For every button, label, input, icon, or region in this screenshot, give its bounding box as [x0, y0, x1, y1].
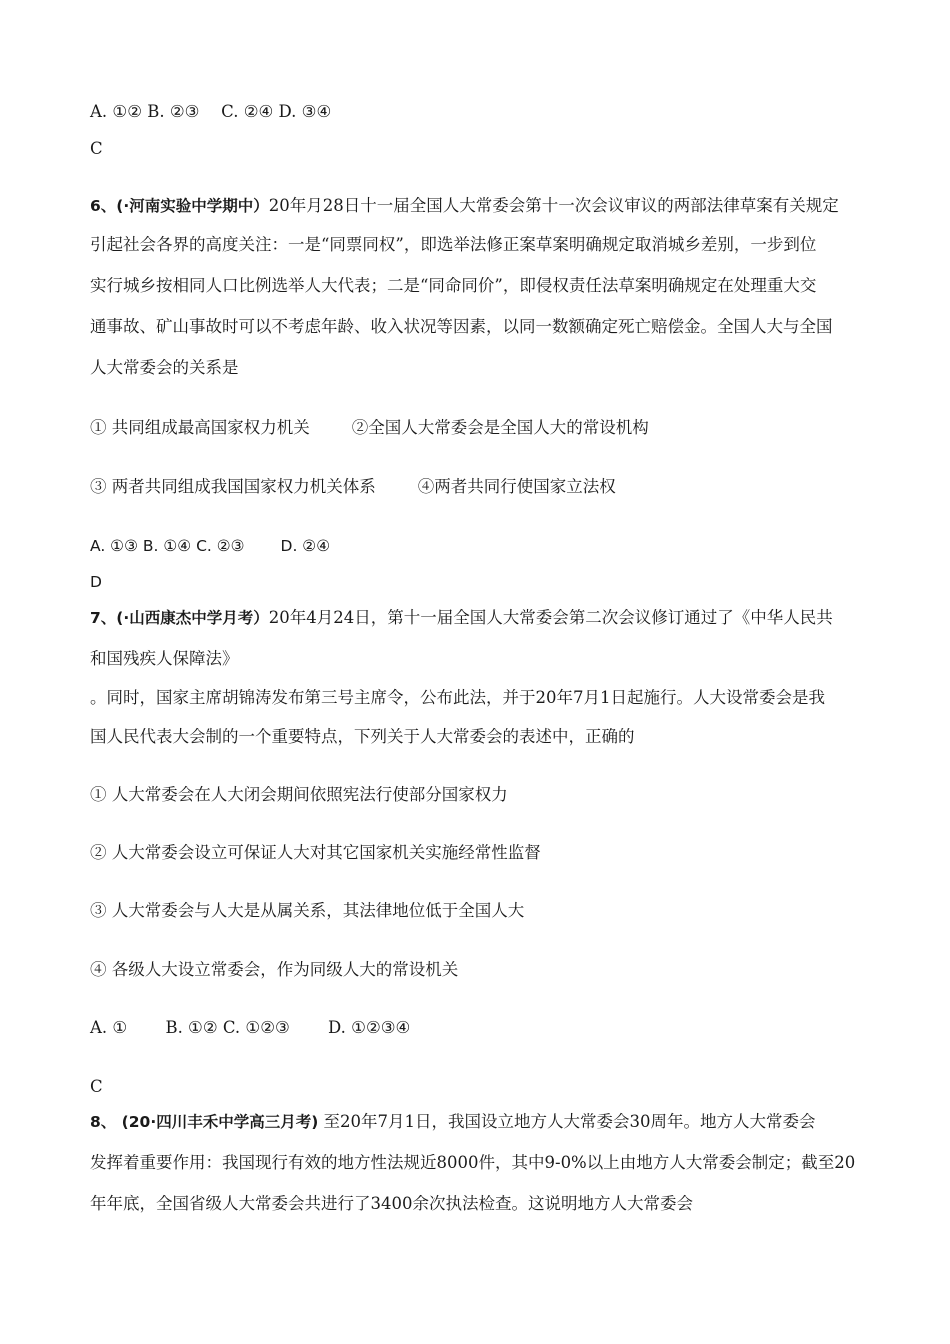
q6-item-3: ③ 两者共同组成我国国家权力机关体系: [90, 477, 376, 496]
q6-item-1: ① 共同组成最高国家权力机关: [90, 418, 310, 437]
q7-item-1: ① 人大常委会在人大闭会期间依照宪法行使部分国家权力: [90, 785, 508, 804]
q6-items-row-2: [90, 476, 616, 498]
q7-stem-line-2: 和国残疾人保障法》: [90, 649, 239, 668]
q6-stem-line-5: 人大常委会的关系是: [90, 358, 239, 377]
q6-item-4: ④两者共同行使国家立法权: [417, 477, 616, 496]
q8-source: 8、 (20·四川丰禾中学高三月考): [90, 1113, 319, 1131]
q7-item-2: ② 人大常委会设立可保证人大对其它国家机关实施经常性监督: [90, 843, 541, 862]
q8-stem-text-1: 至20年7月1日，我国设立地方人大常委会30周年。地方人大常委会: [318, 1112, 816, 1131]
q6-stem-text-1: 20年月28日十一届全国人大常委会第十一次会议审议的两部法律草案有关规定: [268, 196, 839, 215]
q5-answer: C: [90, 139, 103, 158]
q5-options: A. ①② B. ②③ C. ②④ D. ③④: [90, 102, 332, 121]
q6-stem-line-4: 通事故、矿山事故时可以不考虑年龄、收入状况等因素，以同一数额确定死亡赔偿金。全国人大与全国: [90, 317, 833, 336]
q6-stem-line-2: 引起社会各界的高度关注：一是“同票同权”，即选举法修正案草案明确规定取消城乡差别，一步到位: [90, 235, 817, 254]
q6-source: 6、(·河南实验中学期中）: [90, 197, 269, 215]
q8-stem-line-2: 发挥着重要作用：我国现行有效的地方性法规近8000件，其中9-0%以上由地方人大常委会制定；截至20: [90, 1153, 856, 1172]
q6-item-2: ②全国人大常委会是全国人大的常设机构: [351, 418, 649, 437]
q7-answer: C: [90, 1077, 103, 1096]
q7-options: A. ① B. ①② C. ①②③ D. ①②③④: [90, 1018, 411, 1037]
q7-stem-line-1: [90, 607, 833, 629]
q6-stem-line-3: 实行城乡按相同人口比例选举人大代表；二是“同命同价”，即侵权责任法草案明确规定在处理重大交: [90, 276, 817, 295]
q6-options: A. ①③ B. ①④ C. ②③ D. ②④: [90, 537, 331, 555]
q7-stem-text-1: 20年4月24日，第十一届全国人大常委会第二次会议修订通过了《中华人民共: [268, 608, 833, 627]
q8-stem-line-3: 年年底，全国省级人大常委会共进行了3400余次执法检查。这说明地方人大常委会: [90, 1194, 693, 1213]
q7-stem-line-3: 。同时，国家主席胡锦涛发布第三号主席令，公布此法，并于20年7月1日起施行。人大设常委会是我: [90, 688, 825, 707]
q6-answer: D: [90, 573, 102, 591]
q6-items-row-1: [90, 417, 649, 439]
q7-source: 7、(·山西康杰中学月考）: [90, 609, 269, 627]
q7-item-3: ③ 人大常委会与人大是从属关系，其法律地位低于全国人大: [90, 901, 525, 920]
q7-stem-line-4: 国人民代表大会制的一个重要特点，下列关于人大常委会的表述中，正确的: [90, 727, 635, 746]
q7-item-4: ④ 各级人大设立常委会，作为同级人大的常设机关: [90, 960, 459, 979]
q8-stem-line-1: [90, 1111, 816, 1133]
q6-stem-line-1: [90, 195, 839, 217]
